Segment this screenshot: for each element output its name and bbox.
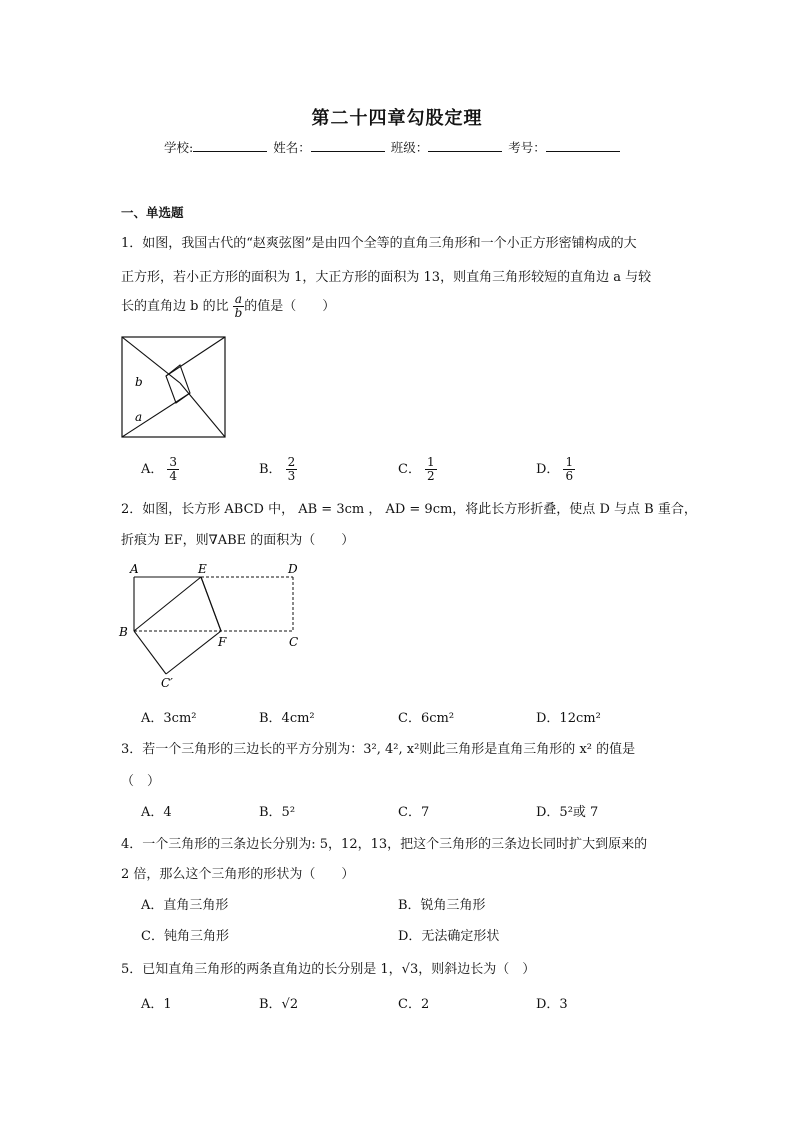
fig-label-c-prime-point: C′ [161, 676, 173, 690]
class-label: 班级： [390, 140, 429, 155]
q4-option-c[interactable]: C．钝角三角形 [141, 929, 229, 944]
fig-label-b: b [135, 375, 143, 389]
section-heading: 一、单选题 [121, 205, 184, 220]
q2-line-1: 2．如图，长方形 ABCD 中， AB = 3cm ， AD = 9cm，将此长方形折叠，使点 D 与点 B 重合， [121, 502, 697, 517]
zhao-shuang-figure [118, 333, 230, 441]
q1-line-3-post: 的值是（ ） [244, 299, 336, 314]
q1-option-c[interactable]: C． $\frac{1}{2}$ [398, 455, 435, 483]
q3-option-d[interactable]: D．5²或 7 [536, 805, 599, 820]
q1-ratio-fraction: $\frac{a}{b}$ [234, 292, 243, 320]
q5-option-c[interactable]: C．2 [398, 997, 430, 1012]
q1-line-2: 正方形，若小正方形的面积为 1，大正方形的面积为 13，则直角三角形较短的直角边 a 与较 [121, 270, 652, 285]
class-blank[interactable] [428, 139, 502, 152]
q3-line-2: （ ） [121, 774, 161, 789]
name-blank[interactable] [311, 139, 385, 152]
q1-line-3-pre: 长的直角边 b 的比 [121, 299, 229, 314]
school-blank[interactable] [193, 139, 267, 152]
q5-line-1: 5．已知直角三角形的两条直角边的长分别是 1，√3，则斜边长为（ ） [121, 962, 536, 977]
q2-line-2: 折痕为 EF，则∇ABE 的面积为（ ） [121, 533, 355, 548]
q1-option-d[interactable]: D． $\frac{1}{6}$ [536, 455, 574, 483]
name-label: 姓名： [273, 140, 311, 155]
q2-option-a[interactable]: A．3cm² [141, 711, 197, 726]
fig-label-a: a [135, 410, 143, 424]
q5-option-a[interactable]: A．1 [141, 997, 172, 1012]
q4-line-2: 2 倍，那么这个三角形的形状为（ ） [121, 867, 355, 882]
school-label: 学校: [164, 140, 194, 155]
q4-line-1: 4．一个三角形的三条边长分别为: 5，12，13，把这个三角形的三条边长同时扩大到原来的 [121, 837, 648, 852]
q3-option-a[interactable]: A．4 [141, 805, 172, 820]
exam-no-blank[interactable] [546, 139, 620, 152]
fig-label-b-point: B [119, 625, 128, 639]
q4-option-a[interactable]: A．直角三角形 [141, 898, 229, 913]
exam-no-label: 考号： [508, 140, 546, 155]
fig-label-a-point: A [130, 562, 139, 576]
q5-option-d[interactable]: D．3 [536, 997, 568, 1012]
student-info-row [164, 138, 622, 156]
fig-label-e-point: E [198, 562, 207, 576]
q1-line-1: 1．如图，我国古代的“赵爽弦图”是由四个全等的直角三角形和一个小正方形密铺构成的大 [121, 236, 637, 251]
fig-label-c-point: C [289, 635, 299, 649]
q1-option-a[interactable]: A． $\frac{3}{4}$ [141, 455, 178, 483]
q2-option-b[interactable]: B．4cm² [259, 711, 315, 726]
q4-option-b[interactable]: B．锐角三角形 [398, 898, 486, 913]
page-title: 第二十四章勾股定理 [311, 108, 483, 129]
q1-line-3 [121, 293, 681, 320]
folded-rectangle-figure [114, 560, 310, 692]
fig-label-f-point: F [218, 635, 227, 649]
q3-option-c[interactable]: C．7 [398, 805, 430, 820]
q2-option-d[interactable]: D．12cm² [536, 711, 601, 726]
q4-option-d[interactable]: D．无法确定形状 [398, 929, 500, 944]
q3-option-b[interactable]: B．5² [259, 805, 296, 820]
q1-option-b[interactable]: B． $\frac{2}{3}$ [259, 455, 296, 483]
q3-line-1: 3．若一个三角形的三边长的平方分别为：3², 4², x²则此三角形是直角三角形的 x² 的值是 [121, 742, 636, 757]
q2-option-c[interactable]: C．6cm² [398, 711, 455, 726]
q5-option-b[interactable]: B．√2 [259, 997, 299, 1012]
fig-label-d-point: D [288, 562, 298, 576]
